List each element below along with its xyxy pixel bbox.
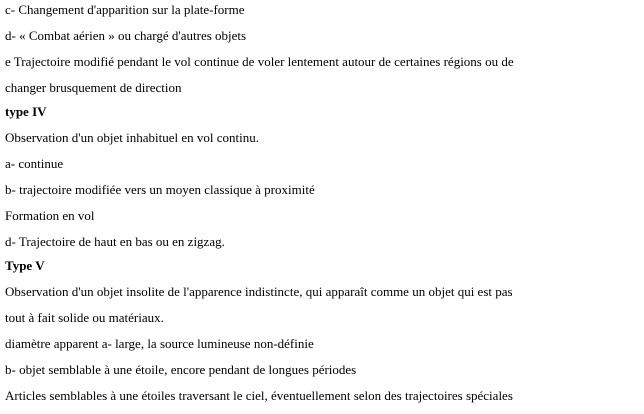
text-line-type-v-b: b- objet semblable à une étoile, encore pendant de longues périodes [5, 362, 357, 377]
text-line-c: c- Changement d'apparition sur la plate-forme [5, 2, 245, 17]
text-line-type-v-a: diamètre apparent a- large, la source lumineuse non-définie [5, 336, 314, 351]
text-line-type-v-description: Observation d'un objet insolite de l'apparence indistincte, qui apparaît comme un objet qui est pas [5, 284, 513, 299]
text-line-e: e Trajectoire modifié pendant le vol continue de voler lentement autour de certaines régions ou de [5, 54, 514, 69]
text-line-type-iv-formation: Formation en vol [5, 208, 95, 223]
heading-type-iv: type IV [5, 104, 47, 119]
text-line-type-v-description-continued: tout à fait solide ou matériaux. [5, 310, 164, 325]
text-line-type-iv-b: b- trajectoire modifiée vers un moyen classique à proximité [5, 182, 315, 197]
text-line-d: d- « Combat aérien » ou chargé d'autres objets [5, 28, 247, 43]
heading-type-v: Type V [5, 258, 45, 273]
text-line-type-iv-d: d- Trajectoire de haut en bas ou en zigzag. [5, 234, 225, 249]
text-line-type-v-articles: Articles semblables à une étoiles traversant le ciel, éventuellement selon des trajectoires spéciales [5, 388, 513, 403]
text-line-type-iv-description: Observation d'un objet inhabituel en vol continu. [5, 130, 259, 145]
text-line-type-iv-a: a- continue [5, 156, 64, 171]
text-line-e-continued: changer brusquement de direction [5, 80, 182, 95]
